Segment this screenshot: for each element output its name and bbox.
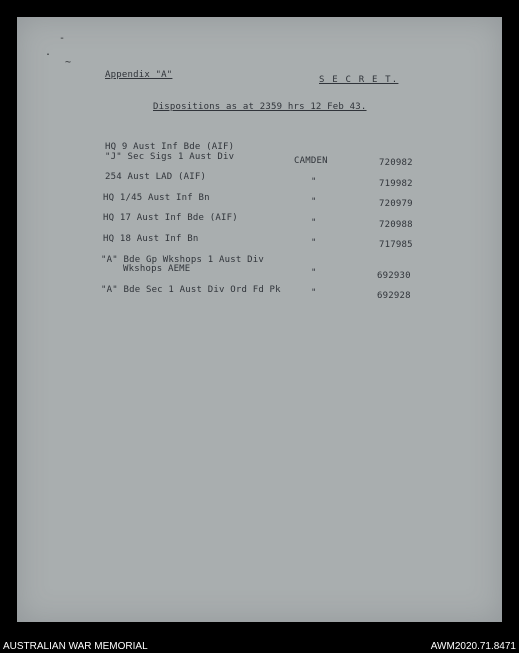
- unit-location: ": [311, 288, 317, 298]
- unit-location: ": [311, 197, 317, 207]
- unit-location: ": [311, 238, 317, 248]
- unit-name: 254 Aust LAD (AIF): [105, 172, 207, 182]
- unit-name-continued: "J" Sec Sigs 1 Aust Div: [105, 152, 235, 162]
- appendix-label: Appendix "A": [105, 70, 173, 80]
- footer-institution: AUSTRALIAN WAR MEMORIAL: [3, 641, 148, 652]
- unit-location: ": [311, 218, 317, 228]
- ink-dot: .: [45, 47, 52, 58]
- unit-name: HQ 17 Aust Inf Bde (AIF): [103, 213, 238, 223]
- unit-name: HQ 9 Aust Inf Bde (AIF): [105, 142, 235, 152]
- classification-label: S E C R E T.: [319, 75, 399, 85]
- map-reference: 720979: [379, 199, 413, 209]
- footer-accession-number: AWM2020.71.8471: [430, 641, 516, 652]
- unit-location: ": [311, 268, 317, 278]
- map-reference: 717985: [379, 240, 413, 250]
- ink-mark: ~: [65, 57, 72, 68]
- unit-name-continued: Wkshops AEME: [123, 264, 191, 274]
- ink-mark: -: [59, 33, 66, 44]
- map-reference: 719982: [379, 179, 413, 189]
- map-reference: 692928: [377, 291, 411, 301]
- unit-location: ": [311, 177, 317, 187]
- map-reference: 720988: [379, 220, 413, 230]
- unit-name: HQ 18 Aust Inf Bn: [103, 234, 199, 244]
- map-reference: 720982: [379, 158, 413, 168]
- unit-name: HQ 1/45 Aust Inf Bn: [103, 193, 210, 203]
- document-heading: Dispositions as at 2359 hrs 12 Feb 43.: [153, 102, 367, 112]
- unit-name: "A" Bde Gp Wkshops 1 Aust Div: [101, 255, 264, 265]
- map-reference: 692930: [377, 271, 411, 281]
- unit-name: "A" Bde Sec 1 Aust Div Ord Fd Pk: [101, 285, 281, 295]
- document-page: [17, 17, 502, 622]
- unit-location: CAMDEN: [294, 156, 328, 166]
